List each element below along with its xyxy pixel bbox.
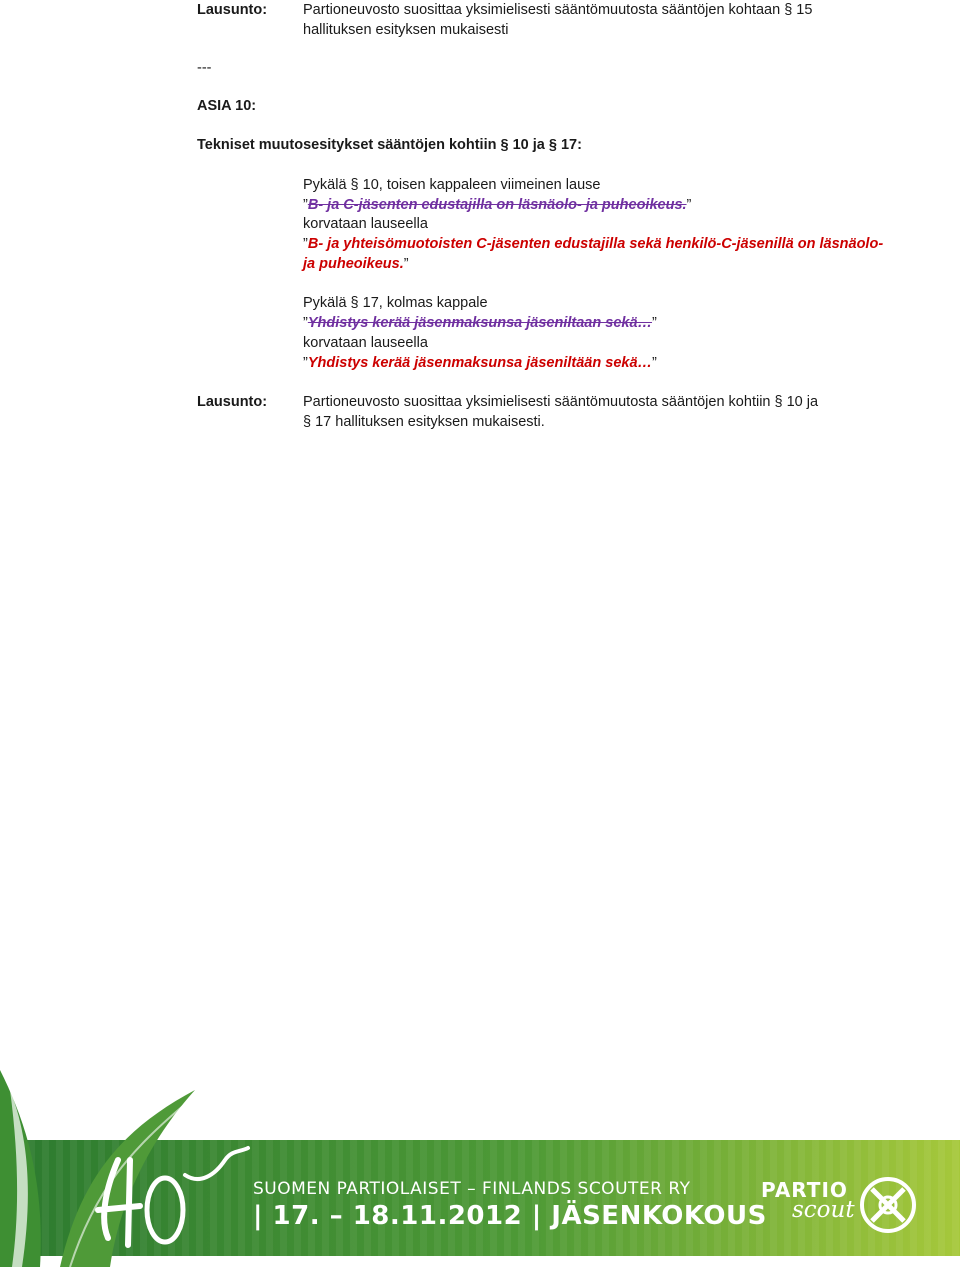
quote-mark: ” bbox=[303, 236, 308, 252]
event-date-title: | 17. – 18.11.2012 | JÄSENKOKOUS bbox=[253, 1201, 767, 1231]
deleted-text: B- ja C-jäsenten edustajilla on läsnäolo- ja puheoikeus. bbox=[307, 197, 687, 213]
lausunto-label: Lausunto: bbox=[197, 2, 268, 18]
logo-scout-text: scout bbox=[792, 1197, 855, 1223]
quote-mark: ” bbox=[303, 355, 308, 371]
pykala-10-old-text bbox=[303, 195, 691, 215]
quote-mark: ” bbox=[303, 197, 308, 213]
inserted-text: B- ja yhteisömuotoisten C-jäsenten edustajilla sekä henkilö-C-jäsenillä on läsnäolo- bbox=[307, 236, 884, 252]
lausunto-text: Partioneuvosto suosittaa yksimielisesti sääntömuutosta sääntöjen kohtiin § 10 ja bbox=[303, 394, 819, 410]
quote-mark: ” bbox=[303, 315, 308, 331]
inserted-text: Yhdistys kerää jäsenmaksunsa jäseniltään sekä… bbox=[307, 355, 653, 371]
lausunto-text: § 17 hallituksen esityksen mukaisesti. bbox=[303, 414, 545, 430]
separator: --- bbox=[197, 60, 212, 76]
quote-mark: ” bbox=[686, 197, 692, 213]
quote-mark: ” bbox=[652, 315, 657, 331]
asia-heading: ASIA 10: bbox=[197, 98, 257, 114]
quote-mark: ” bbox=[403, 256, 409, 272]
lausunto-text: hallituksen esityksen mukaisesti bbox=[303, 22, 509, 38]
footer-banner bbox=[0, 1060, 960, 1267]
quote-mark: ” bbox=[652, 355, 657, 371]
pykala-10-new-text-cont bbox=[303, 254, 409, 274]
lausunto-text: Partioneuvosto suosittaa yksimielisesti sääntömuutosta sääntöjen kohtaan § 15 bbox=[303, 2, 813, 18]
pykala-17-intro: Pykälä § 17, kolmas kappale bbox=[303, 295, 488, 311]
pykala-10-new-text bbox=[303, 234, 883, 254]
organization-name: SUOMEN PARTIOLAISET – FINLANDS SCOUTER RY bbox=[253, 1179, 691, 1199]
replace-label: korvataan lauseella bbox=[303, 335, 428, 351]
deleted-text: Yhdistys kerää jäsenmaksunsa jäseniltaan sekä… bbox=[307, 315, 653, 331]
inserted-text: ja puheoikeus. bbox=[303, 256, 404, 272]
pykala-10-intro: Pykälä § 10, toisen kappaleen viimeinen lause bbox=[303, 177, 601, 193]
banner-graphic bbox=[0, 1060, 960, 1267]
replace-label: korvataan lauseella bbox=[303, 216, 428, 232]
pykala-17-new-text bbox=[303, 353, 657, 373]
logo-partio-text: PARTIO bbox=[761, 1178, 848, 1202]
lausunto-label: Lausunto: bbox=[197, 394, 268, 410]
section-heading: Tekniset muutosesitykset sääntöjen kohtiin § 10 ja § 17: bbox=[197, 137, 582, 153]
pykala-17-old-text bbox=[303, 313, 657, 333]
